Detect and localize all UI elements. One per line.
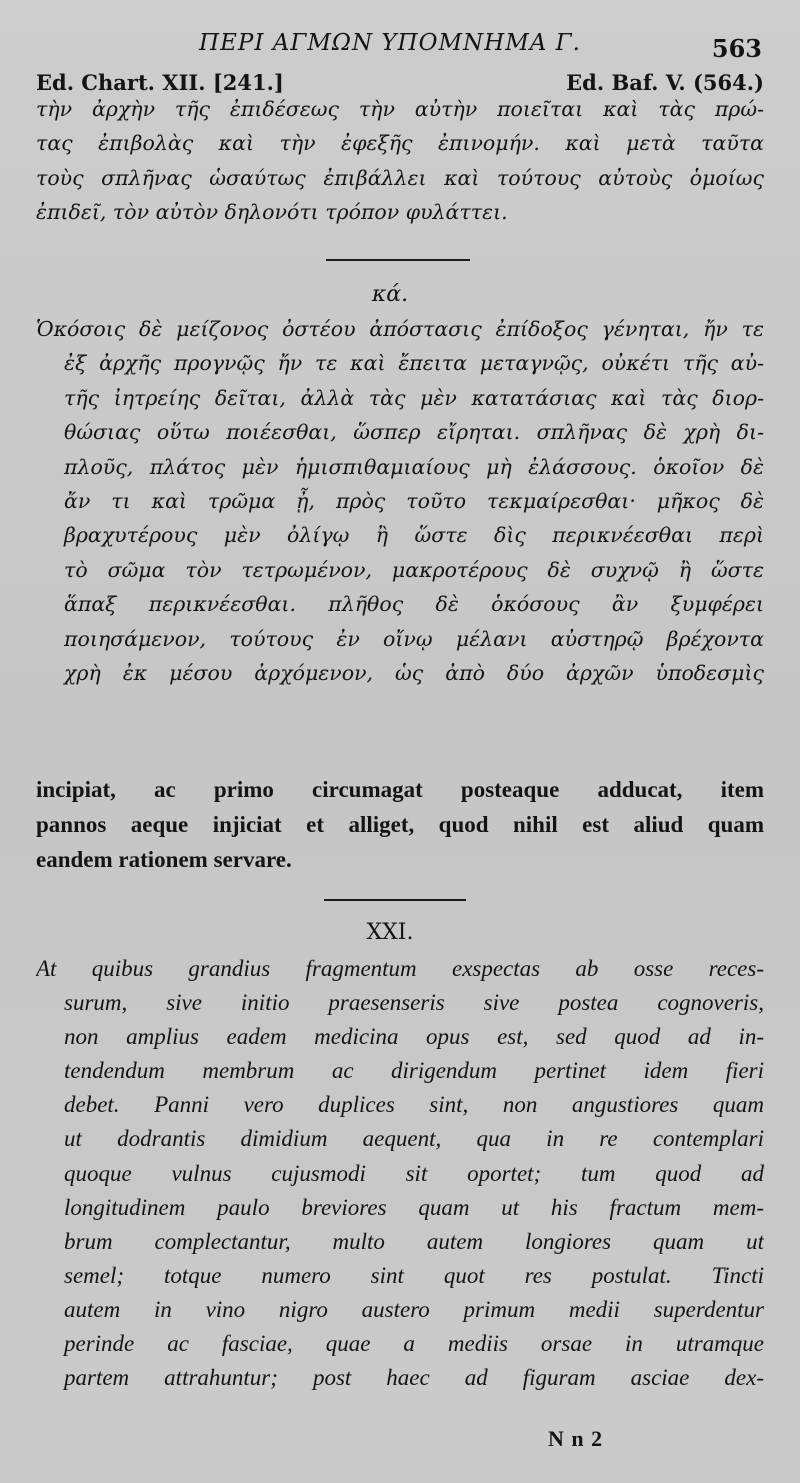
running-head-title: ΠΕΡΙ ΑΓΜΩΝ ΥΠΟΜΝΗΜΑ Γ. (199, 30, 581, 56)
edition-reference-left: Ed. Chart. XII. [241.] (36, 70, 284, 95)
text-line: πλοῦς, πλάτος μὲν ἡμισπιθαμιαίους μὴ ἐλάσσους. ὁκοῖον δὲ (64, 454, 764, 479)
text-line: pannos aeque injiciat et alliget, quod nihil est aliud quam (36, 811, 764, 837)
text-line: partem attrahuntur; post haec ad figuram asciae dex- (64, 1365, 764, 1391)
text-line: τῆς ἰητρείης δεῖται, ἀλλὰ τὰς μὲν κατατάσιας καὶ τὰς διορ- (64, 385, 764, 410)
text-line: τοὺς σπλῆνας ὡσαύτως ἐπιβάλλει καὶ τούτους αὐτοὺς ὁμοίως (36, 165, 764, 190)
greek-section-number: κά. (371, 282, 409, 307)
text-line: non amplius eadem medicina opus est, sed quod ad in- (64, 1024, 764, 1050)
text-line: eandem rationem servare. (36, 846, 292, 872)
text-line: brum complectantur, multo autem longiores quam ut (64, 1228, 764, 1254)
latin-continuation-paragraph (36, 773, 764, 877)
text-line: tendendum membrum ac dirigendum pertinet idem fieri (64, 1058, 764, 1084)
text-line: ut dodrantis dimidium aequent, qua in re contemplari (64, 1126, 764, 1152)
text-line: surum, sive initio praesenseris sive postea cognoveris, (64, 990, 764, 1016)
latin-section-paragraph (36, 952, 764, 1395)
text-line: τας ἐπιβολὰς καὶ τὴν ἐφεξῆς ἐπινομήν. καὶ μετὰ ταῦτα (36, 131, 764, 156)
text-line: quoque vulnus cujusmodi sit oportet; tum quod ad (64, 1160, 764, 1186)
text-line: βραχυτέρους μὲν ὀλίγῳ ἢ ὥστε δὶς περικνέεσθαι περὶ (64, 523, 764, 548)
text-line: ποιησάμενον, τούτους ἐν οἴνῳ μέλανι αὐστηρῷ βρέχοντα (64, 626, 764, 651)
section-divider-rule (324, 899, 466, 901)
text-line: semel; totque numero sint quot res postulat. Tincti (64, 1262, 764, 1288)
text-line: ἄν τι καὶ τρῶμα ᾖ, πρὸς τοῦτο τεκμαίρεσθαι· μῆκος δὲ (64, 488, 764, 513)
text-line: θώσιας οὕτω ποιέεσθαι, ὥσπερ εἴρηται. σπλῆνας δὲ χρὴ δι- (64, 420, 764, 445)
text-line: At quibus grandius fragmentum exspectas ab osse reces- (36, 956, 764, 981)
edition-reference-right: Ed. Baf. V. (564.) (566, 70, 764, 95)
text-line: ἐπιδεῖ, τὸν αὐτὸν δηλονότι τρόπον φυλάττει. (36, 200, 508, 225)
text-line: perinde ac fasciae, quae a mediis orsae in utramque (64, 1331, 764, 1357)
text-line: longitudinem paulo breviores quam ut his fractum mem- (64, 1194, 764, 1220)
section-divider-rule (326, 259, 470, 261)
latin-section-number: XXI. (366, 920, 414, 945)
page-number: 563 (711, 34, 762, 63)
text-line: τὴν ἀρχὴν τῆς ἐπιδέσεως τὴν αὐτὴν ποιεῖται καὶ τὰς πρώ- (36, 97, 764, 121)
printer-signature-mark: N n 2 (548, 1426, 604, 1451)
text-line: χρὴ ἐκ μέσου ἀρχόμενον, ὡς ἀπὸ δύο ἀρχῶν ὑποδεσμὶς (64, 660, 764, 685)
text-line: ἐξ ἀρχῆς προγνῷς ἤν τε καὶ ἔπειτα μεταγνῷς, οὐκέτι τῆς αὐ- (64, 351, 764, 376)
text-line: ἅπαξ περικνέεσθαι. πλῆθος δὲ ὁκόσους ἂν ξυμφέρει (64, 592, 764, 617)
text-line: autem in vino nigro austero primum medii superdentur (64, 1296, 764, 1322)
text-line: τὸ σῶμα τὸν τετρωμένον, μακροτέρους δὲ συχνῷ ἢ ὥστε (64, 557, 764, 582)
text-line: Ὁκόσοις δὲ μείζονος ὀστέου ἀπόστασις ἐπίδοξος γένηται, ἤν τε (36, 317, 764, 341)
greek-continuation-paragraph (36, 92, 764, 230)
greek-section-paragraph (36, 312, 764, 690)
text-line: debet. Panni vero duplices sint, non angustiores quam (64, 1092, 764, 1118)
text-line: incipiat, ac primo circumagat posteaque adducat, item (36, 777, 764, 802)
